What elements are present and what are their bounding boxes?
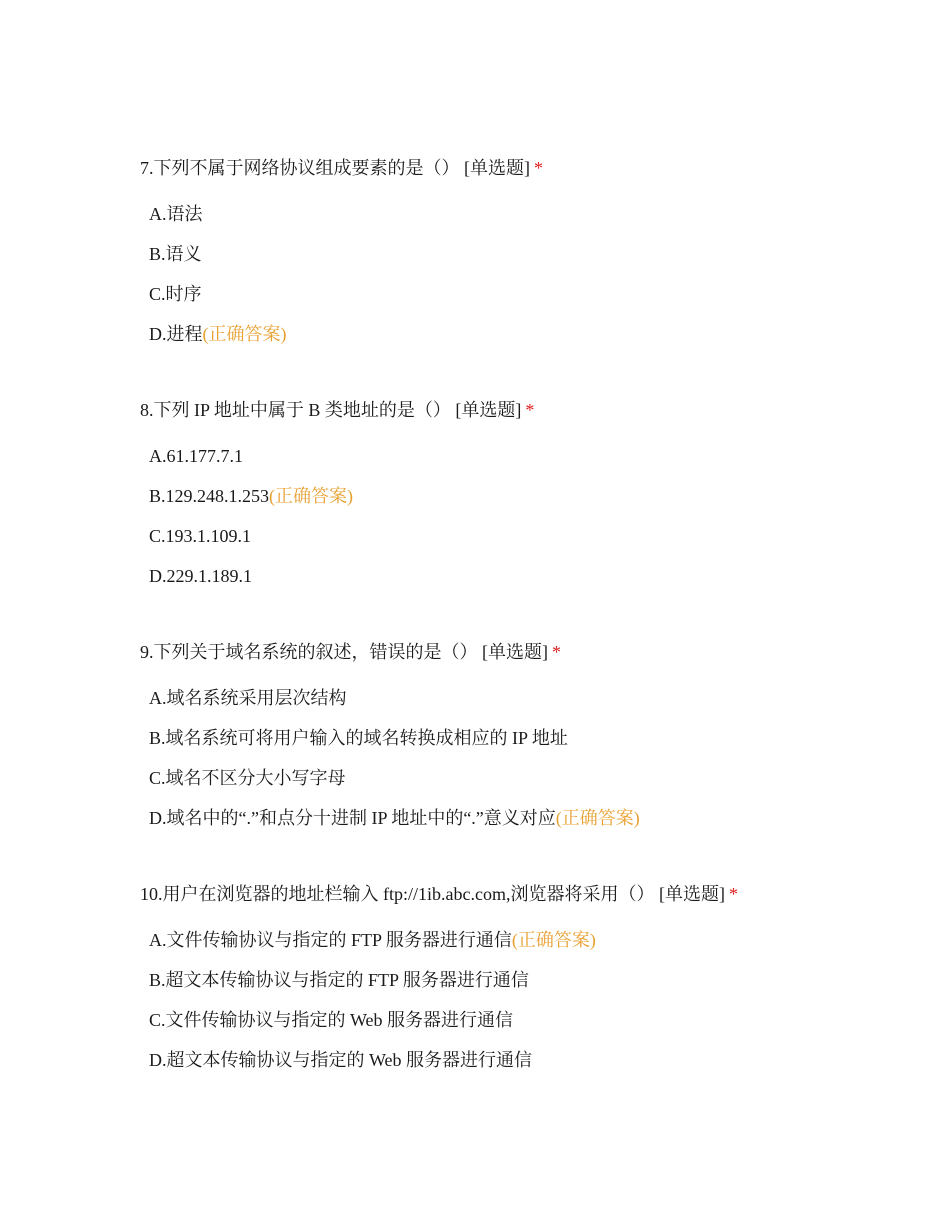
question-title xyxy=(140,640,920,664)
question-8 xyxy=(140,398,920,604)
option-b[interactable] xyxy=(149,242,920,266)
option-text: D.229.1.189.1 xyxy=(149,566,252,586)
option-a[interactable] xyxy=(149,444,920,468)
option-text: C.域名不区分大小写字母 xyxy=(149,768,346,788)
option-text: D.域名中的“.”和点分十进制 IP 地址中的“.”意义对应 xyxy=(149,808,556,828)
option-list xyxy=(140,928,920,1072)
option-d[interactable] xyxy=(149,806,920,830)
correct-answer-label: (正确答案) xyxy=(511,930,596,950)
required-asterisk: * xyxy=(728,884,738,904)
option-c[interactable] xyxy=(149,524,920,548)
required-asterisk: * xyxy=(552,642,561,662)
option-a[interactable] xyxy=(149,686,920,710)
option-text: D.超文本传输协议与指定的 Web 服务器进行通信 xyxy=(149,1050,533,1070)
option-b[interactable] xyxy=(149,968,920,992)
option-c[interactable] xyxy=(149,1008,920,1032)
option-d[interactable] xyxy=(149,564,920,588)
question-title-text: 8.下列 IP 地址中属于 B 类地址的是（） [单选题] xyxy=(140,400,522,420)
option-a[interactable] xyxy=(149,928,920,952)
option-list xyxy=(140,202,920,346)
correct-answer-label: (正确答案) xyxy=(269,486,354,506)
option-text: D.进程 xyxy=(149,324,203,344)
required-asterisk: * xyxy=(525,400,535,420)
option-b[interactable] xyxy=(149,484,920,508)
option-text: A.文件传输协议与指定的 FTP 服务器进行通信 xyxy=(149,930,512,950)
option-list xyxy=(140,686,920,830)
option-d[interactable] xyxy=(149,1048,920,1072)
option-d[interactable] xyxy=(149,322,920,346)
option-text: C.193.1.109.1 xyxy=(149,526,252,546)
correct-answer-label: (正确答案) xyxy=(555,808,640,828)
question-title xyxy=(140,156,920,180)
option-a[interactable] xyxy=(149,202,920,226)
question-title xyxy=(140,398,920,422)
option-text: A.域名系统采用层次结构 xyxy=(149,688,347,708)
question-7 xyxy=(140,156,920,362)
question-10 xyxy=(140,882,920,1088)
question-title-text: 7.下列不属于网络协议组成要素的是（） [单选题] xyxy=(140,158,530,178)
option-text: B.域名系统可将用户输入的域名转换成相应的 IP 地址 xyxy=(149,728,568,748)
correct-answer-label: (正确答案) xyxy=(202,324,287,344)
option-text: C.文件传输协议与指定的 Web 服务器进行通信 xyxy=(149,1010,514,1030)
option-text: A.语法 xyxy=(149,204,203,224)
required-asterisk: * xyxy=(534,158,543,178)
question-9 xyxy=(140,640,920,846)
option-c[interactable] xyxy=(149,766,920,790)
question-title-text: 10.用户在浏览器的地址栏输入 ftp://1ib.abc.com,浏览器将采用（） [单选题] xyxy=(140,884,725,904)
question-title-text: 9.下列关于域名系统的叙述，错误的是（） [单选题] xyxy=(140,642,548,662)
option-text: A.61.177.7.1 xyxy=(149,446,243,466)
option-text: C.时序 xyxy=(149,284,202,304)
option-list xyxy=(140,444,920,588)
question-title xyxy=(140,882,920,906)
option-text: B.129.248.1.253 xyxy=(149,486,270,506)
option-c[interactable] xyxy=(149,282,920,306)
option-b[interactable] xyxy=(149,726,920,750)
option-text: B.超文本传输协议与指定的 FTP 服务器进行通信 xyxy=(149,970,529,990)
option-text: B.语义 xyxy=(149,244,202,264)
